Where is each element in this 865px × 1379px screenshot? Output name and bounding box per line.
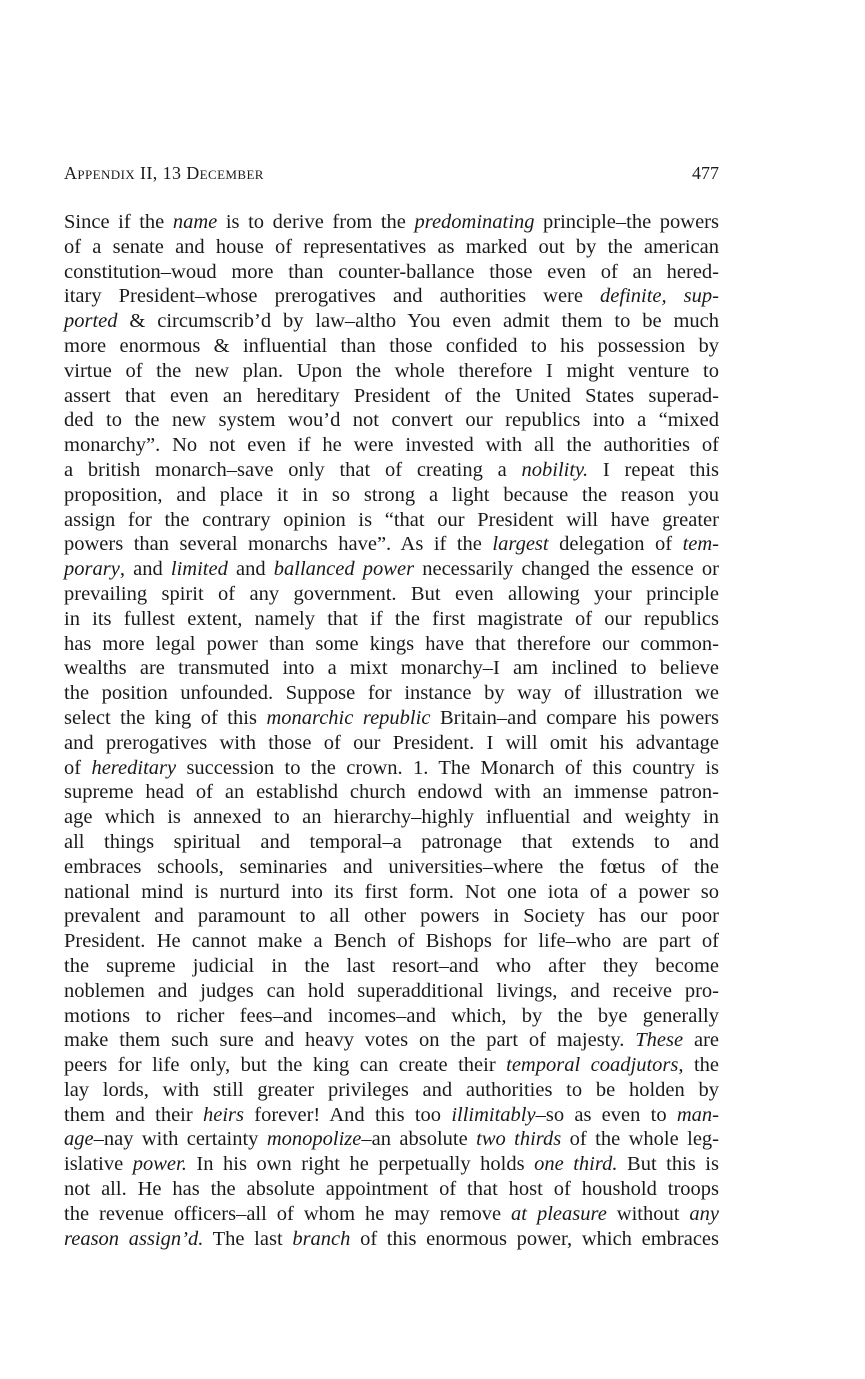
text-line — [64, 483, 719, 508]
text-line — [64, 508, 719, 533]
text-span: constitution–woud more than counter-ballance those even of an hered- — [64, 260, 719, 283]
text-line — [64, 656, 719, 681]
text-span: virtue of the new plan. Upon the whole therefore I might venture to — [64, 359, 719, 382]
text-span: The last — [203, 1227, 293, 1250]
text-line — [64, 532, 719, 557]
text-span: –so as even to — [535, 1103, 677, 1126]
text-span: age which is annexed to an hierarchy–highly influential and weighty in — [64, 806, 719, 829]
italic-text: predominating — [414, 211, 535, 233]
text-span: But this is — [617, 1153, 719, 1176]
text-span: , the — [678, 1054, 719, 1077]
running-head — [64, 160, 719, 186]
italic-text: tem- — [682, 533, 719, 556]
text-line — [64, 780, 719, 805]
italic-text: man- — [676, 1103, 720, 1126]
text-span: has more legal power than some kings have that therefore our common- — [64, 632, 719, 655]
italic-text: two thirds — [476, 1128, 562, 1151]
text-span: national mind is nurturd into its first form. Not one iota of a power so — [64, 880, 719, 903]
italic-text: illimitably — [451, 1103, 536, 1126]
text-span: lay lords, with still greater privileges and authorities to be holden by — [64, 1078, 719, 1101]
text-line — [64, 433, 719, 458]
text-span: powers than several monarchs have”. As if the — [64, 533, 493, 556]
text-span: & circumscrib’d by law–altho You even admit them to be much — [117, 310, 719, 333]
text-span: islative — [64, 1153, 133, 1176]
text-span: necessarily changed the essence or — [414, 558, 719, 581]
italic-text: definite, sup- — [600, 285, 719, 308]
text-line — [64, 384, 719, 409]
text-line — [64, 458, 719, 483]
text-span: are — [683, 1029, 719, 1052]
text-span: wealths are transmuted into a mixt monarchy–I am inclined to believe — [64, 657, 719, 680]
text-span: embraces schools, seminaries and universities–where the fœtus of the — [64, 855, 719, 878]
italic-text: nobility. — [521, 458, 589, 481]
text-span: of the whole leg- — [561, 1128, 720, 1151]
text-span: prevalent and paramount to all other powers in Society has our poor — [64, 905, 719, 928]
text-line — [64, 1004, 719, 1029]
text-span: proposition, and place it in so strong a light because the reason you — [64, 483, 719, 506]
text-span: the revenue officers–all of whom he may remove — [64, 1202, 512, 1225]
text-span: Since if the — [64, 211, 173, 233]
italic-text: power. — [132, 1153, 187, 1176]
text-span: I repeat this — [588, 458, 719, 481]
text-line — [64, 904, 719, 929]
text-span: a british monarch–save only that of creating a — [64, 458, 522, 481]
text-line — [64, 334, 719, 359]
italic-text: These — [635, 1029, 684, 1052]
italic-text: hereditary — [91, 756, 177, 779]
text-line — [64, 756, 719, 781]
text-span: supreme head of an establishd church endowd with an immense patron- — [64, 781, 719, 804]
italic-text: reason assign’d. — [64, 1227, 204, 1250]
text-line — [64, 260, 719, 285]
text-span: and — [227, 558, 274, 581]
text-line — [64, 632, 719, 657]
text-line — [64, 855, 719, 880]
text-span: of this enormous power, which embraces — [350, 1227, 719, 1250]
italic-text: at pleasure — [511, 1202, 607, 1225]
text-line — [64, 1177, 719, 1202]
text-line — [64, 210, 719, 235]
text-span: succession to the crown. 1. The Monarch of this country is — [176, 756, 720, 779]
italic-text: branch — [292, 1227, 351, 1250]
text-span: , and — [119, 558, 171, 581]
text-span: and prerogatives with those of our President. I will omit his advantage — [64, 731, 719, 754]
text-span: prevailing spirit of any government. But even allowing your principle — [64, 582, 719, 605]
text-span: the position unfounded. Suppose for instance by way of illustration we — [64, 682, 719, 705]
text-span: ded to the new system wou’d not convert our republics into a “mixed — [64, 409, 719, 432]
text-line — [64, 830, 719, 855]
text-line — [64, 1053, 719, 1078]
italic-text: limited — [170, 558, 228, 581]
text-line — [64, 954, 719, 979]
text-span: President. He cannot make a Bench of Bishops for life–who are part of — [64, 930, 719, 953]
text-line — [64, 557, 719, 582]
text-span: noblemen and judges can hold superadditional livings, and receive pro- — [64, 979, 719, 1002]
text-line — [64, 284, 719, 309]
text-span: more enormous & influential than those confided to his possession by — [64, 334, 719, 357]
text-span: –nay with certainty — [93, 1128, 267, 1151]
text-span: motions to richer fees–and incomes–and which, by the bye generally — [64, 1004, 719, 1027]
text-span: Britain–and compare his powers — [430, 706, 719, 729]
text-span: all things spiritual and temporal–a patronage that extends to and — [64, 830, 719, 853]
text-line — [64, 607, 719, 632]
text-span: without — [606, 1202, 690, 1225]
running-title: Appendix II, 13 December — [64, 163, 264, 183]
text-span: of — [64, 756, 92, 779]
text-span: itary President–whose prerogatives and authorities were — [64, 285, 601, 308]
text-span: monarchy”. No not even if he were invested with all the authorities of — [64, 434, 719, 457]
text-line — [64, 1227, 719, 1252]
italic-text: any — [689, 1202, 719, 1225]
text-line — [64, 235, 719, 260]
italic-text: age — [64, 1128, 94, 1151]
text-span: of a senate and house of representatives as marked out by the american — [64, 235, 719, 258]
text-line — [64, 929, 719, 954]
italic-text: monopolize — [266, 1128, 362, 1151]
italic-text: ported — [64, 310, 118, 333]
text-span: assert that even an hereditary President of the United States superad- — [64, 384, 719, 407]
text-span: assign for the contrary opinion is “that our President will have greater — [64, 508, 719, 531]
text-span: them and their — [64, 1103, 203, 1126]
italic-text: ballanced power — [273, 558, 415, 581]
text-line — [64, 1152, 719, 1177]
italic-text: heirs — [202, 1103, 244, 1126]
text-span: –an absolute — [361, 1128, 477, 1151]
text-line — [64, 805, 719, 830]
text-span: principle–the powers — [534, 211, 719, 233]
italic-text: name — [172, 211, 218, 233]
text-span: in its fullest extent, namely that if the first magistrate of our republics — [64, 607, 719, 630]
text-line — [64, 1078, 719, 1103]
text-span: In his own right he perpetually holds — [186, 1153, 535, 1176]
text-line — [64, 1127, 719, 1152]
text-span: select the king of this — [64, 706, 267, 729]
text-line — [64, 731, 719, 756]
text-span: not all. He has the absolute appointment of that host of houshold troops — [64, 1178, 719, 1201]
text-line — [64, 359, 719, 384]
text-line — [64, 681, 719, 706]
text-line — [64, 1028, 719, 1053]
text-line — [64, 1103, 719, 1128]
text-span: peers for life only, but the king can create their — [64, 1054, 507, 1077]
text-span: forever! And this too — [243, 1103, 452, 1126]
text-line — [64, 880, 719, 905]
text-line — [64, 979, 719, 1004]
italic-text: porary — [64, 558, 120, 581]
text-span: make them such sure and heavy votes on the part of majesty. — [64, 1029, 636, 1052]
text-span: delegation of — [548, 533, 683, 556]
text-line — [64, 309, 719, 334]
italic-text: one third. — [534, 1153, 618, 1176]
text-line — [64, 582, 719, 607]
italic-text: largest — [492, 533, 549, 556]
text-line — [64, 706, 719, 731]
text-span: the supreme judicial in the last resort–and who after they become — [64, 954, 719, 977]
text-line — [64, 1202, 719, 1227]
text-span: is to derive from the — [217, 211, 415, 233]
text-line — [64, 408, 719, 433]
italic-text: monarchic republic — [266, 706, 431, 729]
body-text — [64, 210, 719, 1251]
page-number: 477 — [692, 163, 719, 183]
italic-text: temporal coadjutors — [506, 1054, 679, 1077]
